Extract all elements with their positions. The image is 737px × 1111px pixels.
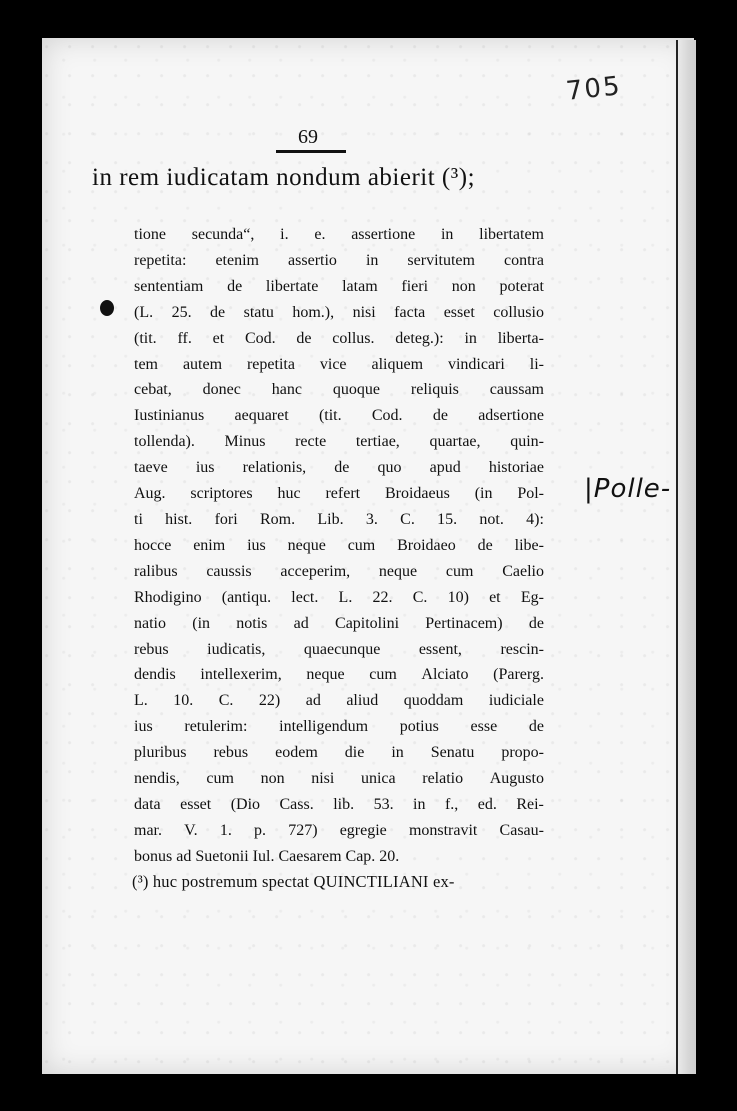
body-line: ralibus caussis acceperim, neque cum Caelio [134,562,544,580]
body-line: ti hist. fori Rom. Lib. 3. C. 15. not. 4): [134,510,544,528]
body-line: natio (in notis ad Capitolini Pertinacem) de [134,614,544,632]
paper-hole [100,300,114,316]
body-line: taeve ius relationis, de quo apud historiae [134,459,544,477]
handwritten-margin-note: |Polle- [584,474,672,504]
body-line: repetita: etenim assertio in servitutem contra [134,251,544,269]
body-line: data esset (Dio Cass. lib. 53. in f., ed. Rei- [134,795,544,813]
body-line: Aug. scriptores huc refert Broidaeus (in Pol- [134,485,544,503]
body-line: Iustinianus aequaret (tit. Cod. de adsertione [134,407,544,425]
body-text [134,222,544,870]
body-line: hocce enim ius neque cum Broidaeo de libe- [134,536,544,554]
body-line: nendis, cum non nisi unica relatio Augusto [134,770,544,788]
body-line: rebus iudicatis, quaecunque essent, rescin- [134,640,544,658]
body-line: (tit. ff. et Cod. de collus. deteg.): in liberta- [134,329,544,347]
body-line: bonus ad Suetonii Iul. Caesarem Cap. 20. [134,847,400,865]
body-line: tollenda). Minus recte tertiae, quartae, quin- [134,433,544,451]
headline: in rem iudicatam nondum abierit (³); [92,164,476,191]
body-line: tem autem repetita vice aliquem vindicari li- [134,355,544,373]
body-line: pluribus rebus eodem die in Senatu propo- [134,744,544,762]
page-edge [676,40,696,1074]
body-line: tione secunda“, i. e. assertione in libertatem [134,226,544,243]
body-line: mar. V. 1. p. 727) egregie monstravit Casau- [134,821,544,839]
page-number-rule [276,150,346,153]
footnote: (³) huc postremum spectat QUINCTILIANI ex- [132,872,455,891]
body-line: sententiam de libertate latam fieri non poterat [134,277,544,295]
handwritten-page-number: 705 [564,71,624,107]
body-line: (L. 25. de statu hom.), nisi facta esset collusio [134,303,544,321]
body-line: ius retulerim: intelligendum potius esse de [134,718,544,736]
body-line: cebat, donec hanc quoque reliquis caussam [134,381,544,399]
body-line: L. 10. C. 22) ad aliud quoddam iudiciale [134,692,544,710]
body-line: Rhodigino (antiqu. lect. L. 22. C. 10) et Eg- [134,588,544,606]
body-line: dendis intellexerim, neque cum Alciato (Parerg. [134,666,544,684]
page-number: 69 [298,126,318,148]
